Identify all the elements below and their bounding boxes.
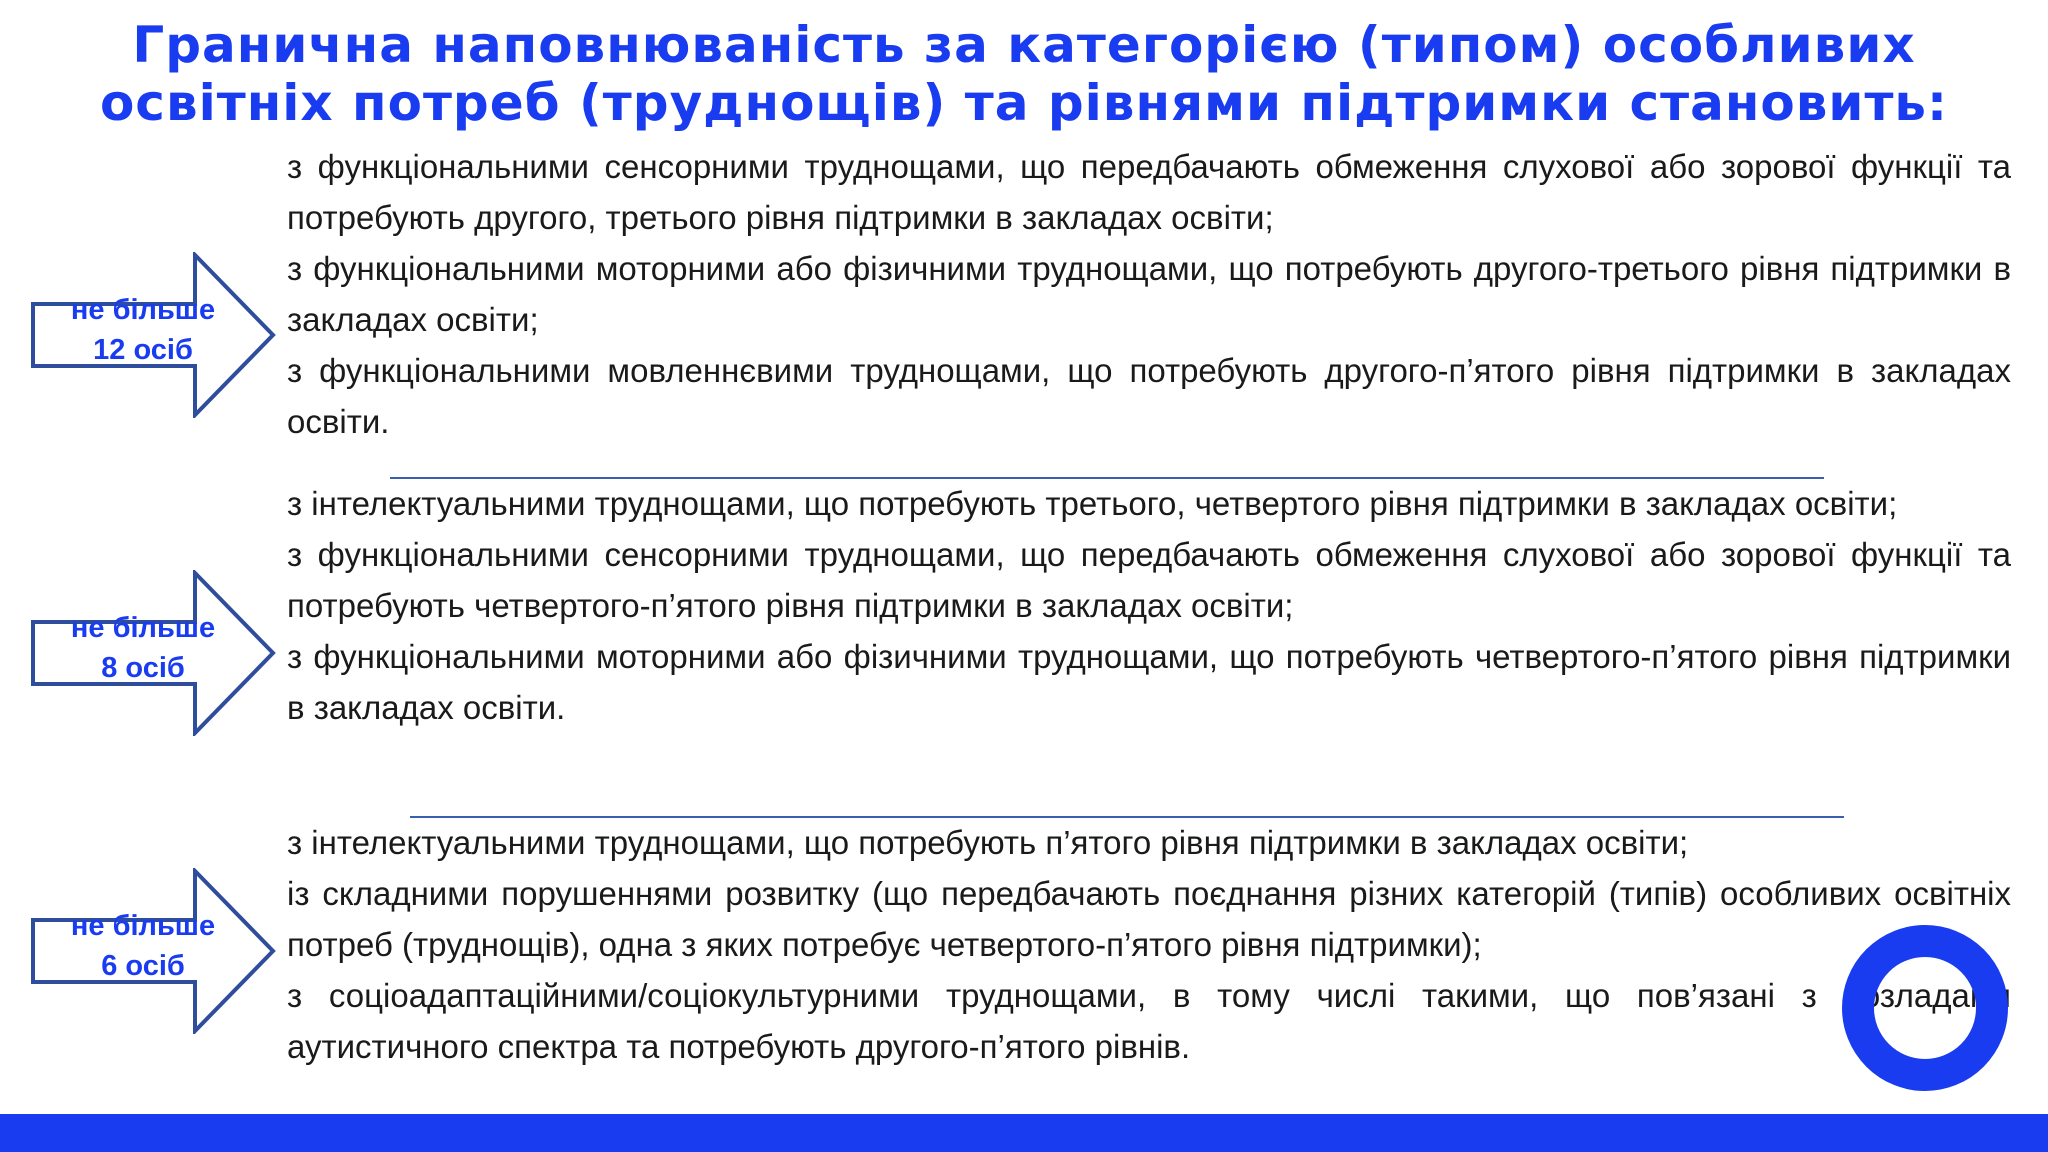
limit-label: [38, 608, 248, 688]
limit-label-line-1: не більше: [70, 910, 216, 942]
category-item: із складними порушеннями розвитку (що передбачають поєднання різних категорій (типів) особливих освітніх потреб (труднощів), одна з яких потребує четвертого-п’ятого рівня підтримки);: [287, 875, 2011, 963]
category-group-1: [287, 141, 2011, 447]
limit-label: [38, 906, 248, 986]
category-item: з функціональними мовленнєвими труднощами, що потребують другого-п’ятого рівня підтримки в закладах освіти.: [287, 352, 2011, 440]
limit-label: [38, 290, 248, 370]
limit-arrow-12: [30, 252, 276, 418]
title-line-2: освітніх потреб (труднощів) та рівнями підтримки становить:: [99, 74, 1949, 132]
limit-label-line-1: не більше: [70, 294, 216, 326]
category-item: з інтелектуальними труднощами, що потребують п’ятого рівня підтримки в закладах освіти;: [287, 824, 1689, 861]
category-item: з функціональними сенсорними труднощами, що передбачають обмеження слухової або зорової функції та потребують четвертого-п’ятого рівня підтримки в закладах освіти;: [287, 536, 2011, 624]
limit-label-line-2: 8 осіб: [101, 652, 185, 684]
category-item: з інтелектуальними труднощами, що потребують третього, четвертого рівня підтримки в закладах освіти;: [287, 485, 1898, 522]
category-group-3: [287, 817, 2011, 1072]
limit-label-line-2: 12 осіб: [93, 334, 193, 366]
limit-arrow-6: [30, 868, 276, 1034]
title-line-1: Гранична наповнюваність за категорією (типом) особливих: [132, 16, 1916, 74]
limit-arrow-8: [30, 570, 276, 736]
limit-label-line-1: не більше: [70, 612, 216, 644]
slide-title: [20, 16, 2028, 132]
category-group-2: [287, 478, 2011, 733]
category-item: з функціональними моторними або фізичними труднощами, що потребують другого-третього рівня підтримки в закладах освіти;: [287, 250, 2011, 338]
limit-label-line-2: 6 осіб: [101, 950, 185, 982]
category-item: з функціональними сенсорними труднощами, що передбачають обмеження слухової або зорової функції та потребують другого, третього рівня підтримки в закладах освіти;: [287, 148, 2011, 236]
footer-bar: [0, 1114, 2048, 1152]
category-item: з соціоадаптаційними/соціокультурними труднощами, в тому числі такими, що пов’язані з розладами аутистичного спектра та потребують другого-п’ятого рівнів.: [287, 977, 2011, 1065]
decorative-ring-icon: [1842, 925, 2008, 1091]
category-item: з функціональними моторними або фізичними труднощами, що потребують четвертого-п’ятого рівня підтримки в закладах освіти.: [287, 638, 2011, 726]
